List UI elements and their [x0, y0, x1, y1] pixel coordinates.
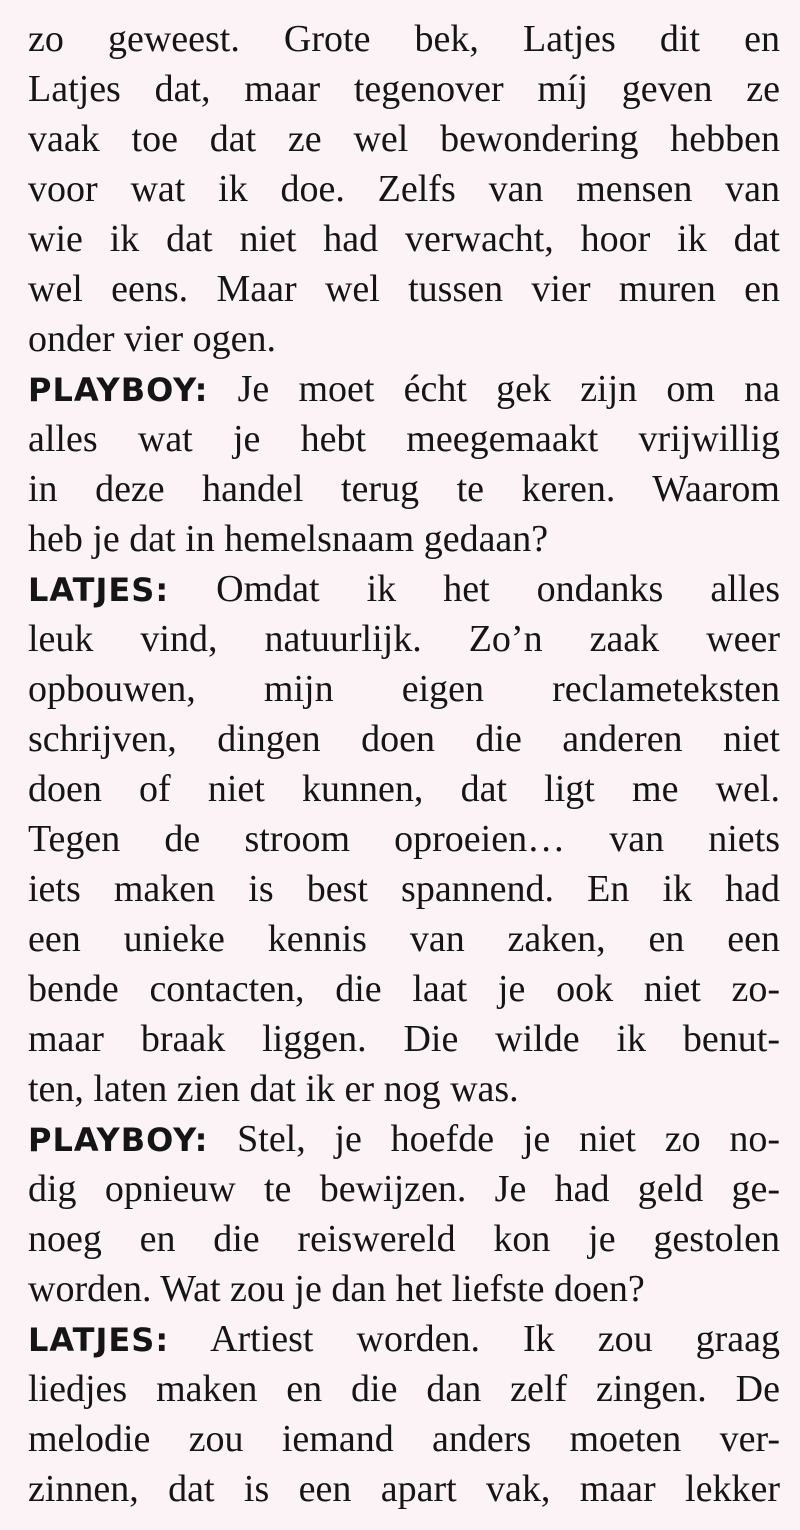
- text-line: ten, laten zien dat ik er nog was.: [28, 1068, 519, 1110]
- text-line: maar braak liggen. Die wilde ik benut-: [28, 1018, 780, 1060]
- text-line: [28, 1114, 780, 1164]
- line-text: Artiest worden. Ik zou graag: [210, 1318, 780, 1360]
- text-line: bende contacten, die laat je ook niet zo-: [28, 968, 780, 1010]
- text-line: leuk vind, natuurlijk. Zo’n zaak weer: [28, 618, 780, 660]
- text-line: heb je dat in hemelsnaam gedaan?: [28, 518, 549, 560]
- interview-text-column: [28, 14, 780, 1514]
- text-line: vaak toe dat ze wel bewondering hebben: [28, 118, 780, 160]
- line-text: Omdat ik het ondanks alles: [216, 568, 780, 610]
- text-line: [28, 1314, 780, 1364]
- text-line: [28, 364, 780, 414]
- text-line: noeg en die reiswereld kon je gestolen: [28, 1218, 780, 1260]
- line-text: Je moet écht gek zijn om na: [237, 368, 780, 410]
- paragraph-playboy-question-2: [28, 1114, 780, 1314]
- line-text: Stel, je hoefde je niet zo no-: [237, 1118, 780, 1160]
- speaker-label: PLAYBOY:: [28, 1121, 209, 1159]
- paragraph-continuation: [28, 14, 780, 364]
- text-line: iets maken is best spannend. En ik had: [28, 868, 780, 910]
- text-line: opbouwen, mijn eigen reclameteksten: [28, 668, 780, 710]
- text-line: liedjes maken en die dan zelf zingen. De: [28, 1368, 780, 1410]
- speaker-label: LATJES:: [28, 1321, 170, 1359]
- speaker-label: PLAYBOY:: [28, 371, 209, 409]
- text-line: [28, 564, 780, 614]
- text-line: zinnen, dat is een apart vak, maar lekker: [28, 1468, 780, 1510]
- text-line: worden. Wat zou je dan het liefste doen?: [28, 1268, 645, 1310]
- text-line: Latjes dat, maar tegenover míj geven ze: [28, 68, 780, 110]
- text-line: wel eens. Maar wel tussen vier muren en: [28, 268, 780, 310]
- text-line: voor wat ik doe. Zelfs van mensen van: [28, 168, 780, 210]
- text-line: in deze handel terug te keren. Waarom: [28, 468, 780, 510]
- text-line: schrijven, dingen doen die anderen niet: [28, 718, 780, 760]
- text-line: onder vier ogen.: [28, 318, 276, 360]
- paragraph-latjes-answer-2: [28, 1314, 780, 1514]
- paragraph-playboy-question-1: [28, 364, 780, 564]
- text-line: Tegen de stroom oproeien… van niets: [28, 818, 780, 860]
- paragraph-latjes-answer-1: [28, 564, 780, 1114]
- text-line: melodie zou iemand anders moeten ver-: [28, 1418, 780, 1460]
- text-line: zo geweest. Grote bek, Latjes dit en: [28, 18, 780, 60]
- text-line: wie ik dat niet had verwacht, hoor ik dat: [28, 218, 780, 260]
- speaker-label: LATJES:: [28, 571, 170, 609]
- text-line: een unieke kennis van zaken, en een: [28, 918, 780, 960]
- text-line: alles wat je hebt meegemaakt vrijwillig: [28, 418, 780, 460]
- text-line: dig opnieuw te bewijzen. Je had geld ge-: [28, 1168, 780, 1210]
- text-line: doen of niet kunnen, dat ligt me wel.: [28, 768, 780, 810]
